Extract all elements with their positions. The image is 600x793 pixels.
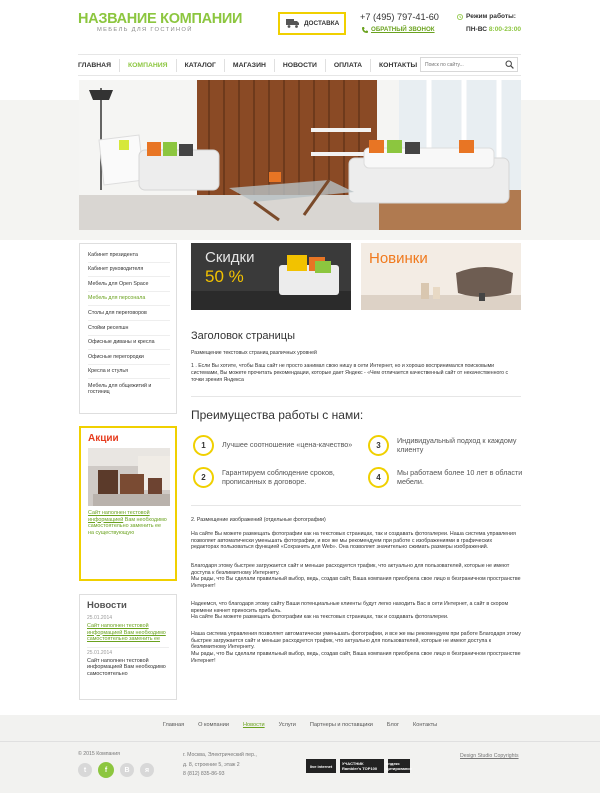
address-line: д. 8, строение 5, этаж 2 — [183, 761, 240, 768]
footer-divider — [0, 741, 600, 742]
studio-link[interactable]: Design Studio Copyrights — [460, 753, 519, 759]
sidebar-item[interactable]: Кабинет президента — [88, 248, 170, 263]
footer-nav-item[interactable]: Партнеры и поставщики — [309, 722, 373, 728]
callback-label: ОБРАТНЫЙ ЗВОНОК — [371, 26, 435, 33]
promo-text[interactable] — [88, 510, 168, 536]
sidebar-item[interactable]: Мебель для Open Space — [88, 277, 170, 292]
footer-nav — [0, 722, 600, 728]
promo-text-rest: Вам необходимо самостоятельно заменить ее на существующую — [88, 516, 167, 536]
advantage-number: 1 — [193, 435, 214, 456]
sidebar-item[interactable]: Офисные диваны и кресла — [88, 336, 170, 351]
hours-title — [457, 13, 516, 20]
sale-percent: 50 % — [205, 267, 244, 286]
news-item — [87, 650, 169, 678]
footer-nav-item[interactable]: Новости — [242, 722, 265, 728]
news-text[interactable]: Сайт наполнен тестовой информацией Вам необходимо самостоятельно — [87, 657, 166, 677]
hours-title-text: Режим работы: — [466, 13, 516, 20]
phone-icon — [362, 27, 368, 33]
sale-banner[interactable] — [191, 243, 351, 310]
yandex-badge[interactable]: яндекс цитирование — [386, 761, 412, 771]
callback-link[interactable] — [362, 26, 435, 33]
advantage-item — [368, 467, 528, 488]
new-items-word: Новинки — [369, 250, 428, 267]
advantage-number: 4 — [368, 467, 389, 488]
address-line: г. Москва, Электрический пер., — [183, 752, 257, 758]
paragraph: Наша система управления позволяет автоматически уменьшать фотографии, и все же мы рекомендуем при работе Благодаря этому быстрее загружается сайт и меньше расходуется трафик, что актуально для пользователей, которые не имеют доступа к безлимитному Интернету. Мы рады, что Вы сделали правильный выбор, ведь, создав сайт, Ваша компания приобрела свое лицо в безграничном пространстве Интернет! — [191, 631, 521, 664]
news-link[interactable]: Сайт наполнен тестовой информацией Вам необходимо самостоятельно заменить ее — [87, 623, 166, 643]
yandex-icon[interactable]: я — [140, 763, 154, 777]
copyright: © 2015 Компания — [78, 751, 120, 757]
truck-icon — [286, 19, 299, 28]
promo-text-link[interactable]: Сайт наполнен тестовой информацией — [88, 510, 150, 523]
advantage-text: Лучшее соотношение «цена-качество» — [222, 440, 353, 450]
footer-nav-item[interactable]: Блог — [386, 722, 399, 728]
news-box — [79, 594, 177, 700]
sidebar-item[interactable]: Кабинет руководителя — [88, 263, 170, 278]
paragraph: Благодаря этому быстрее загружается сайт и меньше расходуется трафик, что актуально для пользователей, которые не имеют доступа к безлимитному Интернету. Мы рады, что Вы сделали правильный выбор, ведь, создав сайт, Ваша компания приобрела свое лицо в безграничном пространстве Интернет! — [191, 563, 521, 590]
new-items-banner[interactable] — [361, 243, 521, 310]
sidebar-item[interactable]: Кресла и стулья — [88, 365, 170, 380]
advantage-text: Индивидуальный подход к каждому клиенту — [397, 435, 517, 454]
counter-badges — [306, 759, 410, 773]
section-title: 2. Размещение изображений (отдельные фотографии) — [191, 517, 326, 523]
footer-address — [183, 751, 257, 780]
advantages-title: Преимущества работы с нами: — [191, 408, 364, 422]
sidebar-item[interactable]: Мебель для общежитий и гостиниц — [88, 382, 152, 396]
divider — [191, 396, 521, 397]
hours-value — [466, 26, 521, 33]
news-date: 25.01.2014 — [87, 615, 113, 621]
sidebar-item[interactable]: Столы для переговоров — [88, 306, 170, 321]
company-tagline: МЕБЕЛЬ ДЛЯ ГОСТИНОЙ — [97, 27, 193, 33]
advantage-item — [368, 435, 528, 456]
news-title[interactable]: Новости — [87, 600, 127, 611]
paragraph: Надеемся, что благодаря этому сайту Ваши потенциальные клиенты будут легко находить Вас в сети Интернет, а сайт в скором времени начнет приносить прибыль. На сайте Вы можете размещать фотографии как на текстовых страницах, так и создавать фотогалереи. — [191, 601, 509, 621]
search-icon[interactable] — [505, 60, 514, 69]
footer-nav-item[interactable]: Контакты — [413, 722, 438, 728]
search-box[interactable] — [420, 57, 518, 72]
nav-item[interactable]: КОМПАНИЯ — [120, 59, 177, 72]
footer-nav-item[interactable]: Услуги — [278, 722, 296, 728]
promo-box[interactable] — [79, 426, 177, 581]
advantage-text: Мы работаем более 10 лет в области мебели. — [397, 467, 523, 486]
social-links — [78, 763, 154, 778]
sale-word: Скидки — [205, 249, 255, 266]
advantage-item — [193, 467, 353, 488]
hero-image — [79, 80, 521, 230]
delivery-label: ДОСТАВКА — [304, 20, 340, 27]
company-name[interactable]: НАЗВАНИЕ КОМПАНИИ — [78, 11, 243, 27]
footer-nav-item[interactable]: Главная — [162, 722, 185, 728]
clock-icon — [457, 14, 463, 20]
divider — [191, 505, 521, 506]
nav-item[interactable]: КАТАЛОГ — [177, 59, 225, 72]
sidebar-item[interactable]: Мебель для персонала — [88, 292, 170, 307]
sidebar-item[interactable]: Офисные перегородки — [88, 350, 170, 365]
sidebar-item[interactable]: Стойки ресепшн — [88, 321, 170, 336]
hours-days: ПН-ВС — [466, 26, 487, 33]
search-input[interactable] — [421, 58, 501, 71]
promo-title[interactable]: Акции — [88, 433, 119, 444]
nav-item[interactable]: НОВОСТИ — [275, 59, 326, 72]
news-date: 25.01.2014 — [87, 649, 113, 656]
promo-image[interactable] — [88, 448, 170, 506]
page-title: Заголовок страницы — [191, 330, 295, 342]
liveinternet-badge[interactable]: live internet — [306, 759, 336, 773]
footer-nav-item[interactable]: О компании — [198, 722, 229, 728]
intro-text: 1 . Если Вы хотите, чтобы Ваш сайт не просто занимал свою нишу в сети Интернет, но и хорошо воспринимался поисковыми системами, Вы можете прочитать рекомендации, которые дает Яндекс - «Чем отличается качественный сайт от некачественного с точки зрения Яндекса — [191, 363, 509, 383]
vk-icon[interactable]: B — [120, 763, 134, 777]
rambler-badge[interactable]: УЧАСТНИК Rambler's TOP100 — [340, 759, 384, 773]
advantage-item — [193, 435, 353, 456]
advantage-number: 3 — [368, 435, 389, 456]
hours-time: 8:00-23:00 — [488, 26, 522, 33]
nav-item[interactable]: ГЛАВНАЯ — [78, 59, 120, 72]
facebook-icon[interactable]: f — [98, 762, 114, 778]
advantage-text: Гарантируем соблюдение сроков, прописанных в договоре. — [222, 467, 335, 486]
delivery-button[interactable] — [278, 12, 346, 35]
nav-item[interactable]: ОПЛАТА — [326, 59, 371, 72]
footer-phone: 8 (812) 835-86-93 — [183, 771, 225, 778]
advantage-number: 2 — [193, 467, 214, 488]
phone-number[interactable]: +7 (495) 797-41-60 — [360, 12, 439, 22]
nav-item[interactable]: КОНТАКТЫ — [379, 61, 418, 69]
twitter-icon[interactable]: t — [78, 763, 92, 777]
sidebar-menu — [79, 243, 177, 414]
nav-item[interactable]: МАГАЗИН — [225, 59, 275, 72]
page-subtitle: Размещение текстовых страниц различных уровней — [191, 350, 317, 356]
news-item — [87, 615, 169, 643]
paragraph: На сайте Вы можете размещать фотографии как на текстовых страницах, так и создавать фотогалереи. Наша система управления позволяет автоматически уменьшать фотографии, и все же мы рекомендуем при работе с изображениями в графических редакторах пользоваться функцией «Сохранить для Web». Она позволяет значительно сжимать размеры изображений. — [191, 531, 516, 551]
